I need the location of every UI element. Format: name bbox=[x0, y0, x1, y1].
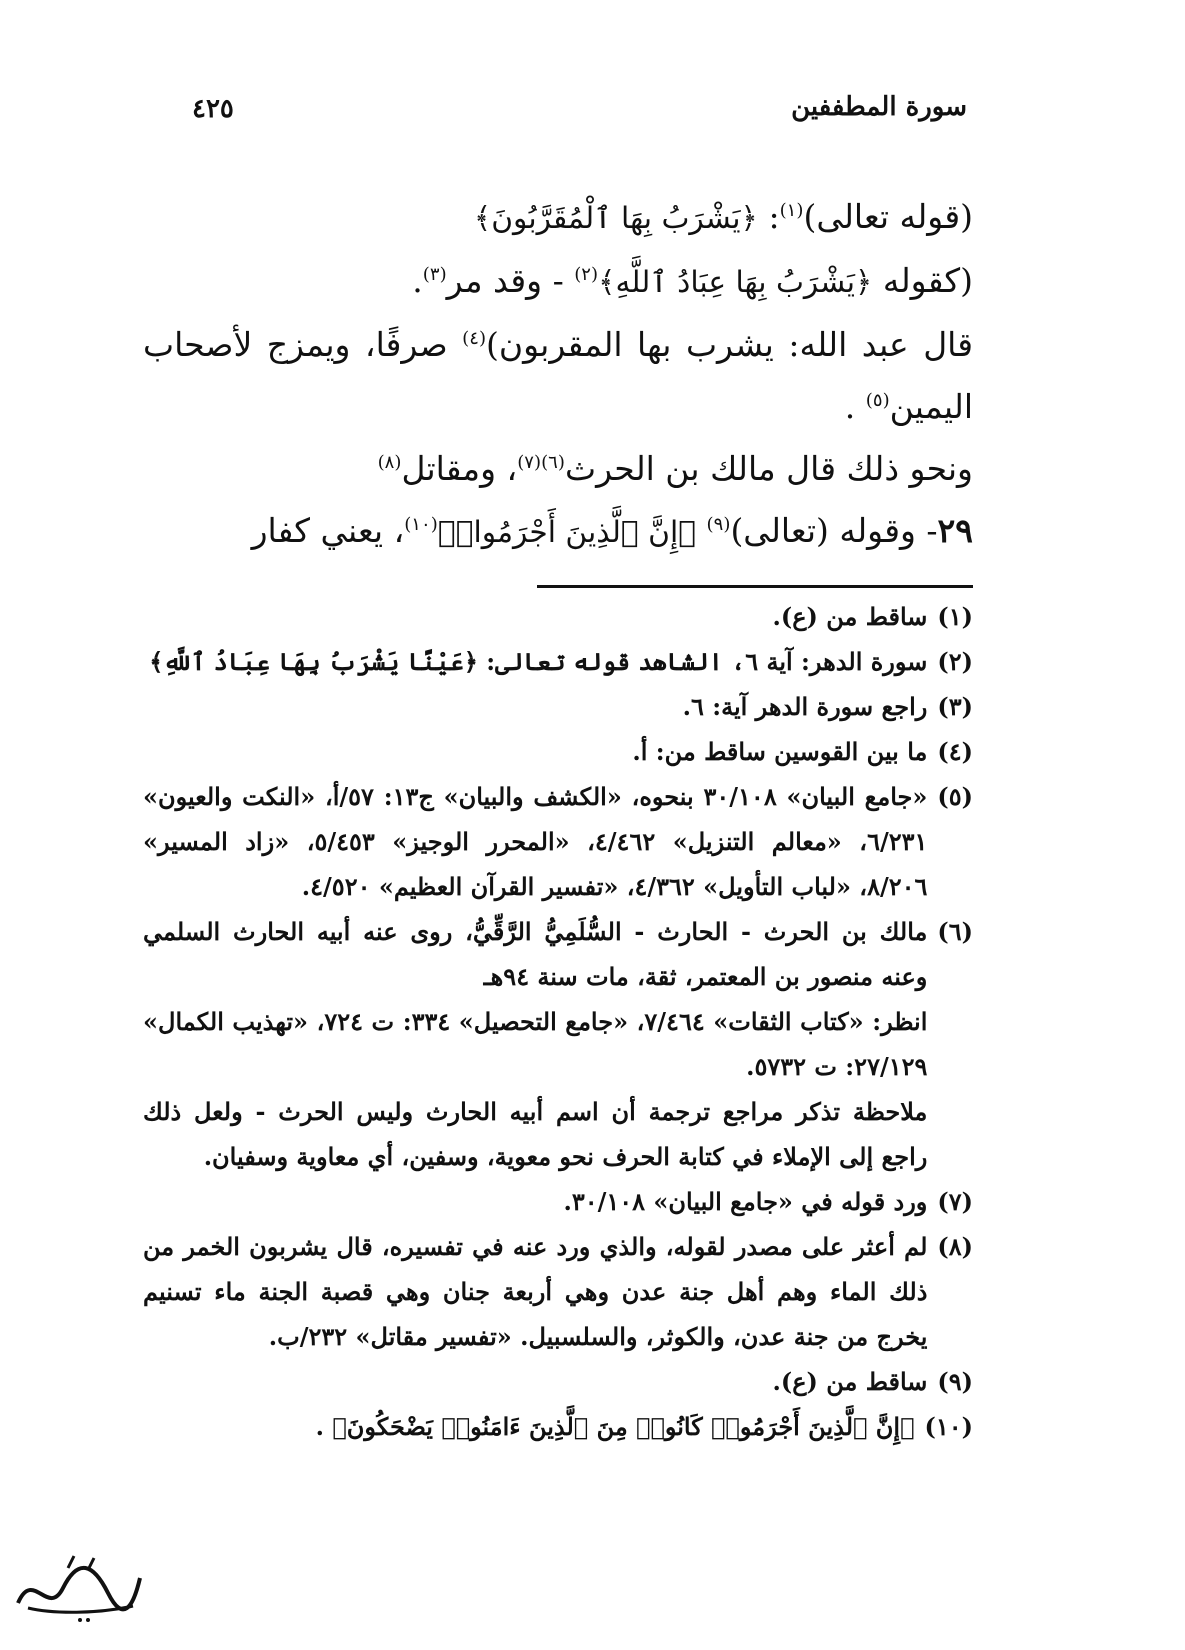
footnote bbox=[143, 1179, 973, 1224]
footnote-line: راجع سورة الدهر آية: ٦. bbox=[682, 692, 928, 721]
main-paragraph-4-text: ونحو ذلك قال مالك بن الحرث bbox=[565, 449, 973, 488]
footnote-ref: (٣) bbox=[422, 264, 447, 285]
surah-title: سورة المطففين bbox=[791, 92, 967, 122]
verse-number: ٢٩ bbox=[937, 511, 973, 550]
footnote-ref: (٢) bbox=[574, 264, 599, 285]
main-text bbox=[143, 186, 973, 564]
footnote-number: (٢) bbox=[937, 647, 973, 676]
footnote-number: (١) bbox=[937, 602, 973, 631]
page-number: ٤٢٥ bbox=[192, 94, 234, 124]
footnote-number: (٥) bbox=[937, 782, 973, 811]
footnote-text bbox=[143, 684, 927, 729]
footnote-line: ﴿إِنَّ ٱلَّذِينَ أَجْرَمُوا۟ كَانُوا۟ مِنَ ٱلَّذِينَ ءَامَنُوا۟ يَضْحَكُونَ﴾ . bbox=[315, 1412, 915, 1441]
footnote-line: مالك بن الحرث - الحارث - السُّلَمِيُّ الرَّقِّيُّ، روى عنه أبيه الحارث السلمي وعنه منصور بن المعتمر، ثقة، مات سنة ٩٤هـ bbox=[143, 917, 928, 991]
footnote bbox=[143, 729, 973, 774]
footnote-line: انظر: «كتاب الثقات» ٧/٤٦٤، «جامع التحصيل» ٣٣٤: ت ٧٢٤، «تهذيب الكمال» ٢٧/١٢٩: ت ٥٧٣٢. bbox=[143, 1007, 928, 1081]
footnote-text bbox=[143, 909, 927, 1179]
footnote bbox=[143, 594, 973, 639]
main-paragraph-3-end: . bbox=[844, 387, 866, 426]
footnote bbox=[143, 1404, 973, 1449]
footnote-ref: (٩) bbox=[706, 514, 731, 535]
footnote-line: سورة الدهر: آية ٦، الشاهد قوله تعالى: ﴿عَيْنًا يَشْرَبُ بِهَا عِبَادُ ٱللَّهِ﴾ bbox=[149, 647, 928, 676]
main-line-1-text: (قوله تعالى) bbox=[803, 197, 973, 236]
footnote-text bbox=[143, 1224, 927, 1359]
quran-verse: ﴿إِنَّ ٱلَّذِينَ أَجْرَمُوا۟﴾ bbox=[437, 515, 697, 550]
footnote-text bbox=[143, 1404, 915, 1449]
footnote-number: (٩) bbox=[937, 1367, 973, 1396]
main-line-1 bbox=[143, 186, 973, 250]
footnote bbox=[143, 1359, 973, 1404]
footnote-number: (١٠) bbox=[924, 1412, 973, 1441]
footnote-number: (٦) bbox=[937, 917, 973, 946]
footnote-ref: (٥) bbox=[865, 390, 890, 411]
footnotes bbox=[143, 594, 973, 1449]
main-line-2-text: (كقوله bbox=[872, 261, 973, 300]
footnote-text bbox=[143, 639, 927, 684]
footnote-text bbox=[143, 774, 927, 909]
main-line-2-text-b: - وقد مر bbox=[446, 261, 575, 300]
footnote-text bbox=[143, 1359, 927, 1404]
footnote-number: (٨) bbox=[937, 1232, 973, 1261]
footnote-line: لم أعثر على مصدر لقوله، والذي ورد عنه في تفسيره، قال يشربون الخمر من ذلك الماء وهم أهل جنة عدن وهي أربعة جنان وهي قصبة الجنة ماء تسنيم يخرج من جنة عدن، والكوثر، والسلسبيل. «تفسير مقاتل» ٢٣٢/ب. bbox=[143, 1232, 928, 1351]
footnote bbox=[143, 684, 973, 729]
footnote-text bbox=[143, 729, 927, 774]
footnote-number: (٤) bbox=[937, 737, 973, 766]
main-paragraph-5-text-b: ، يعني كفار bbox=[251, 511, 405, 550]
quran-verse: ﴿يَشْرَبُ بِهَا عِبَادُ ٱللَّهِ﴾ bbox=[598, 265, 873, 300]
main-line-2 bbox=[143, 250, 973, 314]
footnote-line: ملاحظة تذكر مراجع ترجمة أن اسم أبيه الحارث وليس الحرث - ولعل ذلك راجع إلى الإملاء في كتابة الحرف نحو معوية، وسفين، أي معاوية وسفيان. bbox=[143, 1097, 928, 1171]
main-line-1-colon: : bbox=[757, 197, 780, 236]
main-paragraph-4-text-b: ، ومقاتل bbox=[401, 449, 518, 488]
main-paragraph-3-text-b: صرفًا، ويمزج لأصحاب اليمين bbox=[143, 325, 973, 426]
footnote bbox=[143, 909, 973, 1179]
main-paragraph-5-text: - وقوله (تعالى) bbox=[730, 511, 938, 550]
footnote-ref: (٤) bbox=[462, 328, 487, 349]
footnote-ref: (٦)(٧) bbox=[517, 452, 565, 473]
footnote bbox=[143, 1224, 973, 1359]
footnote-line: ورد قوله في «جامع البيان» ٣٠/١٠٨. bbox=[563, 1187, 928, 1216]
main-paragraph-3 bbox=[143, 314, 973, 438]
footnote-line: «جامع البيان» ٣٠/١٠٨ بنحوه، «الكشف والبيان» ج١٣: ٥٧/أ، «النكت والعيون» ٦/٢٣١، «معالم التنزيل» ٤/٤٦٢، «المحرر الوجيز» ٥/٤٥٣، «زاد المسير» ٨/٢٠٦، «لباب التأويل» ٤/٣٦٢، «تفسير القرآن العظيم» ٤/٥٢٠. bbox=[143, 782, 928, 901]
main-paragraph-3-text: قال عبد الله: يشرب بها المقربون) bbox=[486, 325, 974, 364]
main-paragraph-5 bbox=[143, 500, 973, 564]
main-paragraph-4 bbox=[143, 438, 973, 500]
footnote-ref: (١) bbox=[779, 200, 804, 221]
page-header bbox=[0, 92, 1185, 132]
main-line-2-end: . bbox=[412, 261, 423, 300]
footnote-separator bbox=[537, 585, 973, 588]
footnote-number: (٣) bbox=[937, 692, 973, 721]
watermark-logo bbox=[8, 1548, 148, 1628]
footnote bbox=[143, 774, 973, 909]
footnote-line: ساقط من (ع). bbox=[772, 602, 928, 631]
footnote-text bbox=[143, 594, 927, 639]
footnote-number: (٧) bbox=[937, 1187, 973, 1216]
quran-verse: ﴿يَشْرَبُ بِهَا ٱلْمُقَرَّبُونَ﴾ bbox=[473, 201, 758, 236]
footnote-line: ما بين القوسين ساقط من: أ. bbox=[632, 737, 928, 766]
footnote-line: ساقط من (ع). bbox=[772, 1367, 928, 1396]
footnote-ref: (١٠) bbox=[404, 514, 438, 535]
footnote-text bbox=[143, 1179, 927, 1224]
watermark-logo-graphic bbox=[8, 1548, 148, 1628]
footnote-ref: (٨) bbox=[377, 452, 402, 473]
footnote bbox=[143, 639, 973, 684]
